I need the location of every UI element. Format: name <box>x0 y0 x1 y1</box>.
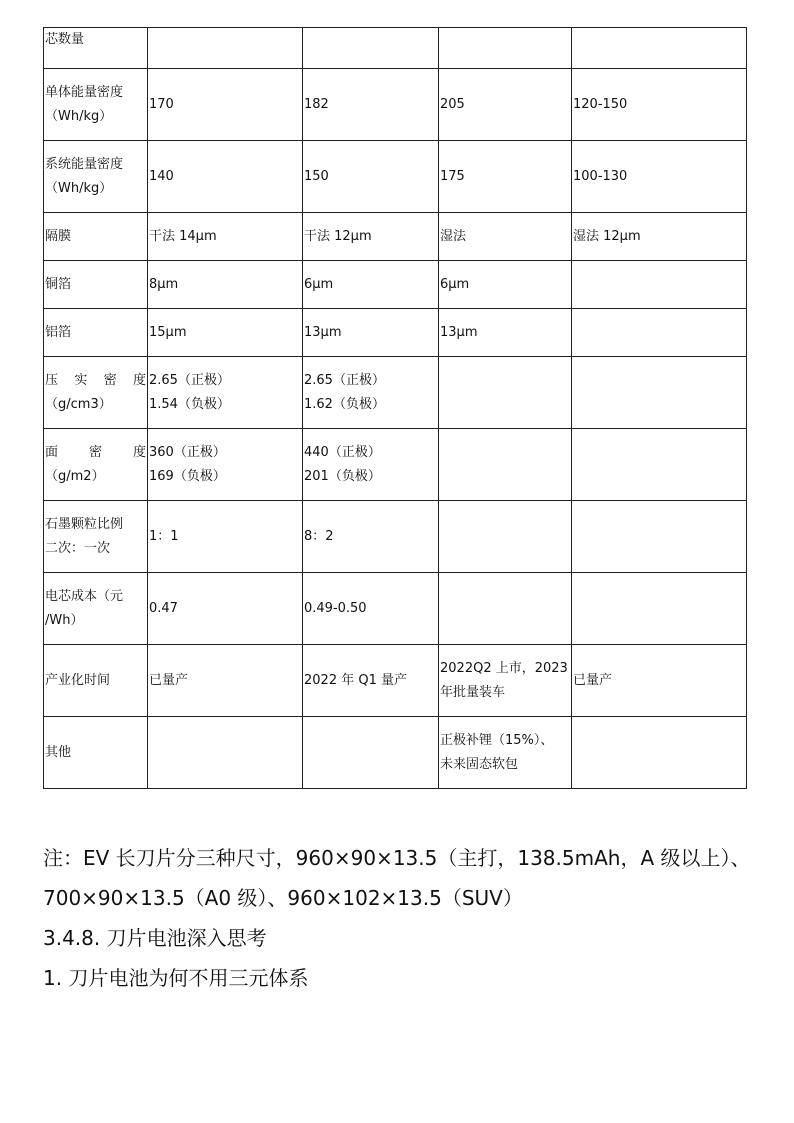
cell-line: 未来固态软包 <box>440 756 519 772</box>
cell-line: 干法 12μm <box>304 228 372 244</box>
table-cell <box>572 69 747 141</box>
table-cell <box>148 69 303 141</box>
row-label-cell <box>44 501 148 573</box>
row-label-line: 压 实 密 度 <box>45 372 146 388</box>
table-cell <box>439 573 572 645</box>
table-row <box>44 357 747 429</box>
table-cell <box>303 69 439 141</box>
table-cell <box>439 69 572 141</box>
table-cell <box>303 645 439 717</box>
cell-line: 120-150 <box>573 96 628 112</box>
table-cell <box>439 429 572 501</box>
cell-line: 已量产 <box>573 672 613 688</box>
table-cell <box>148 573 303 645</box>
row-label-line: /Wh） <box>45 612 84 628</box>
cell-line: 13μm <box>304 324 342 340</box>
table-cell <box>572 28 747 69</box>
cell-line: 6μm <box>304 276 334 292</box>
row-label-line: 电芯成本（元 <box>45 588 124 604</box>
table-row <box>44 141 747 213</box>
table-row <box>44 309 747 357</box>
table-cell <box>303 429 439 501</box>
cell-line: 2022Q2 上市，2023 <box>440 660 568 676</box>
table-cell <box>148 357 303 429</box>
cell-line: 360（正极） <box>149 444 226 460</box>
cell-line: 1.54（负极） <box>149 396 230 412</box>
row-label-cell <box>44 573 148 645</box>
table-row <box>44 645 747 717</box>
row-label-line: （Wh/kg） <box>45 180 113 196</box>
row-label-cell <box>44 28 148 69</box>
row-label-cell <box>44 357 148 429</box>
table-cell <box>572 261 747 309</box>
table-cell <box>148 645 303 717</box>
cell-line: 正极补锂（15%）、 <box>440 732 554 748</box>
cell-line: 年批量装车 <box>440 684 506 700</box>
table-row <box>44 28 747 69</box>
table-cell <box>572 429 747 501</box>
table-cell <box>572 717 747 789</box>
table-cell <box>572 573 747 645</box>
section-heading: 3.4.8. 刀片电池深入思考 <box>43 926 267 950</box>
cell-line: 440（正极） <box>304 444 381 460</box>
numbered-question: 1. 刀片电池为何不用三元体系 <box>43 966 309 990</box>
row-label-line: 二次：一次 <box>45 540 111 556</box>
cell-line: 100-130 <box>573 168 628 184</box>
cell-line: 205 <box>440 96 465 112</box>
table-cell <box>303 261 439 309</box>
row-label-cell <box>44 645 148 717</box>
notes-section <box>43 838 753 998</box>
cell-line: 0.49-0.50 <box>304 600 367 616</box>
table-row <box>44 501 747 573</box>
table-cell <box>439 357 572 429</box>
cell-line: 0.47 <box>149 600 178 616</box>
cell-line: 湿法 12μm <box>573 228 641 244</box>
row-label-line: （g/m2） <box>45 468 105 484</box>
table-cell <box>148 213 303 261</box>
cell-line: 201（负极） <box>304 468 381 484</box>
table-cell <box>148 28 303 69</box>
row-label-cell <box>44 141 148 213</box>
table-cell <box>439 309 572 357</box>
row-label-line: 铜箔 <box>45 276 72 292</box>
cell-line: 169（负极） <box>149 468 226 484</box>
cell-line: 2.65（正极） <box>304 372 385 388</box>
table-row <box>44 213 747 261</box>
table-row <box>44 69 747 141</box>
cell-line: 15μm <box>149 324 187 340</box>
table-cell <box>303 309 439 357</box>
spec-table-body <box>44 28 747 789</box>
table-cell <box>572 357 747 429</box>
table-cell <box>572 645 747 717</box>
cell-line: 13μm <box>440 324 478 340</box>
table-row <box>44 573 747 645</box>
table-cell <box>439 717 572 789</box>
cell-line: 2022 年 Q1 量产 <box>304 672 407 688</box>
table-row <box>44 261 747 309</box>
table-cell <box>148 501 303 573</box>
row-label-line: 其他 <box>45 744 72 760</box>
cell-line: 1：1 <box>149 528 179 544</box>
table-cell <box>572 501 747 573</box>
row-label-line: 铝箔 <box>45 324 72 340</box>
row-label-line: 产业化时间 <box>45 672 111 688</box>
size-note: 注：EV 长刀片分三种尺寸，960×90×13.5（主打，138.5mAh，A 级以上）、700×90×13.5（A0 级）、960×102×13.5（SUV） <box>43 846 751 910</box>
cell-line: 1.62（负极） <box>304 396 385 412</box>
table-cell <box>303 501 439 573</box>
table-cell <box>148 429 303 501</box>
table-cell <box>572 141 747 213</box>
table-cell <box>148 141 303 213</box>
table-cell <box>439 645 572 717</box>
table-row <box>44 717 747 789</box>
row-label-line: 面 密 度 <box>45 444 146 460</box>
table-cell <box>303 28 439 69</box>
cell-line: 170 <box>149 96 174 112</box>
table-cell <box>572 309 747 357</box>
row-label-line: 石墨颗粒比例 <box>45 516 124 532</box>
cell-line: 182 <box>304 96 329 112</box>
row-label-line: 隔膜 <box>45 228 72 244</box>
row-label-cell <box>44 69 148 141</box>
table-cell <box>303 357 439 429</box>
cell-line: 湿法 <box>440 228 467 244</box>
table-cell <box>303 717 439 789</box>
spec-table <box>43 27 747 789</box>
cell-line: 干法 14μm <box>149 228 217 244</box>
table-cell <box>303 141 439 213</box>
table-cell <box>572 213 747 261</box>
table-cell <box>303 213 439 261</box>
table-row <box>44 429 747 501</box>
cell-line: 2.65（正极） <box>149 372 230 388</box>
table-cell <box>148 261 303 309</box>
cell-line: 140 <box>149 168 174 184</box>
row-label-cell <box>44 309 148 357</box>
table-cell <box>439 213 572 261</box>
table-cell <box>148 309 303 357</box>
cell-line: 6μm <box>440 276 470 292</box>
cell-line: 已量产 <box>149 672 189 688</box>
row-label-cell <box>44 261 148 309</box>
row-label-cell <box>44 213 148 261</box>
row-label-line: 系统能量密度 <box>45 156 124 172</box>
row-label-cell <box>44 717 148 789</box>
row-label-line: （g/cm3） <box>45 396 112 412</box>
table-cell <box>439 261 572 309</box>
table-cell <box>148 717 303 789</box>
cell-line: 8μm <box>149 276 179 292</box>
row-label-line: （Wh/kg） <box>45 108 113 124</box>
table-cell <box>439 28 572 69</box>
row-label-cell <box>44 429 148 501</box>
table-cell <box>303 573 439 645</box>
cell-line: 150 <box>304 168 329 184</box>
table-cell <box>439 501 572 573</box>
cell-line: 8：2 <box>304 528 334 544</box>
row-label-line: 芯数量 <box>45 32 85 47</box>
cell-line: 175 <box>440 168 465 184</box>
row-label-line: 单体能量密度 <box>45 84 124 100</box>
table-cell <box>439 141 572 213</box>
